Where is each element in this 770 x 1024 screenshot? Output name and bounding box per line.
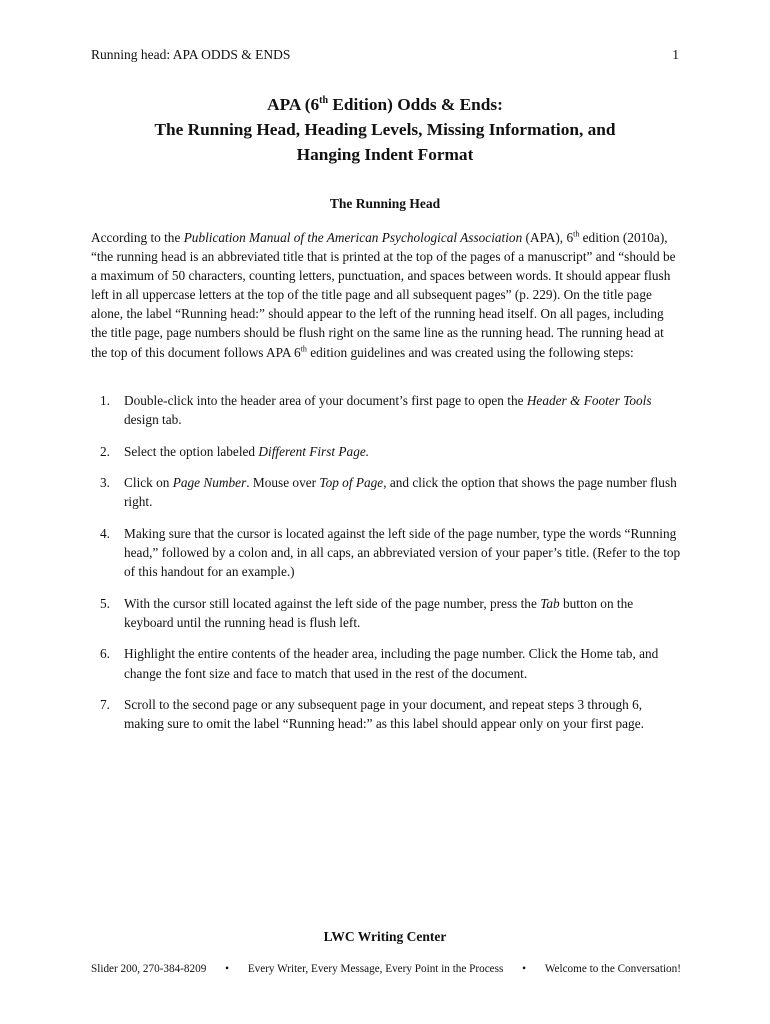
step-number: 2. bbox=[100, 443, 110, 459]
para-text: According to the bbox=[91, 230, 184, 245]
title-line-3: Hanging Indent Format bbox=[296, 145, 474, 164]
document-title bbox=[60, 92, 710, 167]
step-text: Highlight the entire contents of the header area, including the page number. Click the Home tab, and change the font size and face to match that used in the rest of the document. bbox=[124, 646, 659, 681]
bullet-separator: • bbox=[522, 963, 527, 975]
title-text-a: APA (6 bbox=[267, 95, 320, 114]
footer-title: LWC Writing Center bbox=[323, 929, 447, 944]
list-item bbox=[91, 524, 681, 581]
page-header bbox=[91, 47, 679, 63]
title-superscript: th bbox=[319, 95, 329, 107]
steps-list bbox=[91, 391, 681, 746]
step-number: 5. bbox=[100, 595, 110, 611]
footer-motto: Every Writer, Every Message, Every Point in the Process bbox=[247, 963, 504, 975]
footer-contact: Slider 200, 270-384-8209 bbox=[91, 963, 207, 975]
step-italic: Page Number bbox=[172, 475, 247, 491]
list-item bbox=[91, 695, 681, 733]
para-superscript: th bbox=[573, 229, 580, 239]
para-superscript: th bbox=[300, 344, 307, 354]
body-paragraph bbox=[91, 228, 681, 362]
bullet-separator: • bbox=[225, 963, 230, 975]
step-text: button on the keyboard until the running head is flush left. bbox=[124, 595, 634, 630]
step-text: Scroll to the second page or any subsequent page in your document, and repeat steps 3 through 6, making sure to omit the label “Running head:” as this label should appear only on your first page. bbox=[124, 697, 644, 732]
list-item bbox=[91, 442, 681, 461]
section-heading: The Running Head bbox=[329, 196, 441, 211]
step-text: Click on bbox=[124, 475, 173, 491]
running-head: Running head: APA ODDS & ENDS bbox=[91, 47, 291, 62]
step-text: , and click the option that shows the page number flush right. bbox=[124, 475, 677, 510]
step-text: Making sure that the cursor is located against the left side of the page number, type the words “Running head,” followed by a colon and, in all caps, an abbreviated version of your paper’s title. (Refer to the top of this handout for an example.) bbox=[124, 525, 681, 580]
title-text-b: Edition) Odds & Ends: bbox=[328, 95, 503, 114]
footer-tagline: Welcome to the Conversation! bbox=[544, 963, 681, 975]
step-text: design tab. bbox=[124, 412, 182, 428]
step-number: 4. bbox=[100, 525, 110, 541]
step-number: 3. bbox=[100, 475, 110, 491]
page-footer bbox=[91, 963, 681, 975]
step-italic: Tab bbox=[540, 595, 560, 611]
step-text: . Mouse over bbox=[246, 475, 320, 491]
list-item bbox=[91, 391, 681, 429]
step-text: Select the option labeled bbox=[124, 443, 259, 459]
step-italic: Different First Page. bbox=[258, 443, 370, 459]
list-item bbox=[91, 644, 681, 682]
step-number: 7. bbox=[100, 697, 110, 713]
step-text: With the cursor still located against the left side of the page number, press the bbox=[124, 595, 541, 611]
para-italic-title: Publication Manual of the American Psychological Association bbox=[183, 230, 523, 245]
para-text: (APA), 6 bbox=[522, 230, 574, 245]
para-text: edition (2010a), “the running head is an abbreviated title that is printed at the top of the pages of a manuscript” and “should be a maximum of 50 characters, counting letters, punctuation, and spaces between words. It should appear flush left in all uppercase letters at the top of the title page and all subsequent pages” (p. 229). On the title page alone, the label “Running head:” should appear to the left of the running head itself. On all pages, including the title page, page numbers should be flush right on the same line as the running head. The running head at the top of this document follows APA 6 bbox=[91, 230, 676, 360]
list-item bbox=[91, 594, 681, 632]
para-text: edition guidelines and was created using the following steps: bbox=[306, 344, 634, 360]
step-number: 1. bbox=[100, 393, 110, 408]
title-line-2: The Running Head, Heading Levels, Missing Information, and bbox=[154, 120, 616, 139]
step-number: 6. bbox=[100, 646, 110, 662]
page-number: 1 bbox=[672, 47, 679, 62]
title-line-1 bbox=[60, 92, 710, 117]
list-item bbox=[91, 473, 681, 511]
step-text: Double-click into the header area of your document’s first page to open the bbox=[124, 393, 527, 408]
step-italic: Top of Page bbox=[319, 475, 384, 491]
step-italic: Header & Footer Tools bbox=[526, 393, 652, 408]
